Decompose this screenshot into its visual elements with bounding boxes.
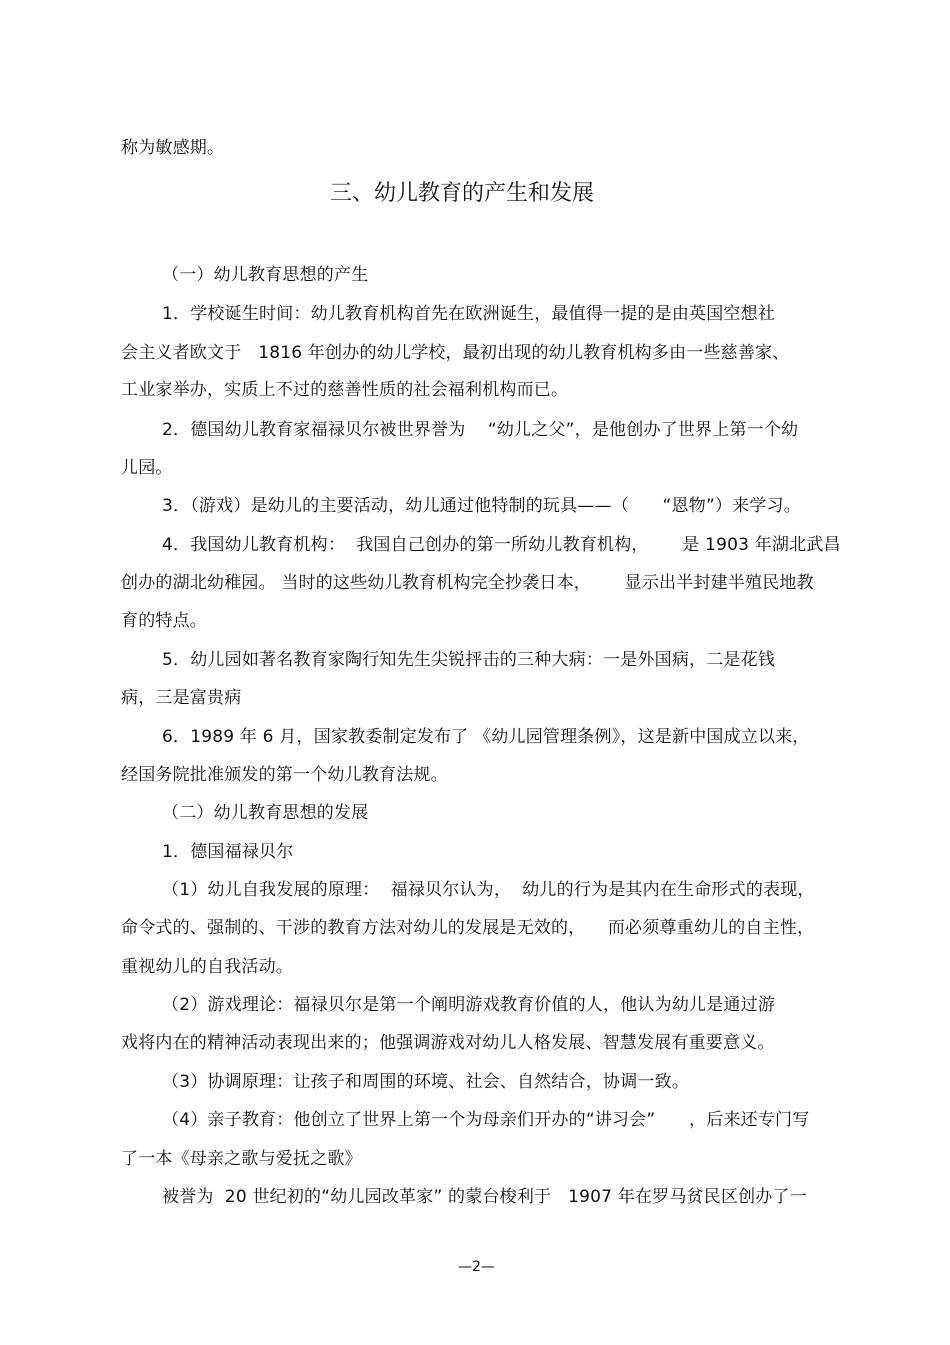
text-line: 儿园。 bbox=[121, 458, 173, 478]
text-line: （2）游戏理论：福禄贝尔是第一个阐明游戏教育价值的人，他认为幼儿是通过游 bbox=[162, 995, 776, 1015]
text-line: 病，三是富贵病 bbox=[121, 688, 242, 708]
subsection-heading: （一）幼儿教育思想的产生 bbox=[162, 265, 369, 285]
text-line: 6．1989 年 6 月，国家教委制定发布了 《幼儿园管理条例》，这是新中国成立以来， bbox=[162, 727, 810, 747]
text-line: 命令式的、强制的、干涉的教育方法对幼儿的发展是无效的， 而必须尊重幼儿的自主性， bbox=[121, 918, 815, 938]
text-line: 称为敏感期。 bbox=[121, 138, 225, 158]
text-line: 5．幼儿园如著名教育家陶行知先生尖锐抨击的三种大病：一是外国病，二是花钱 bbox=[162, 650, 776, 670]
text-line: 会主义者欧文于 1816 年创办的幼儿学校，最初出现的幼儿教育机构多由一些慈善家、 bbox=[121, 343, 790, 363]
text-line: （1）幼儿自我发展的原理： 福禄贝尔认为， 幼儿的行为是其内在生命形式的表现， bbox=[162, 880, 815, 900]
text-line: 了一本《母亲之歌与爱抚之歌》 bbox=[121, 1149, 362, 1169]
text-line: 3．（游戏）是幼儿的主要活动，幼儿通过他特制的玩具——（ “恩物”）来学习。 bbox=[162, 496, 801, 516]
text-line: （4）亲子教育：他创立了世界上第一个为母亲们开办的“讲习会” ，后来还专门写 bbox=[162, 1110, 810, 1130]
section-heading: 三、幼儿教育的产生和发展 bbox=[330, 181, 595, 206]
text-line: 戏将内在的精神活动表现出来的；他强调游戏对幼儿人格发展、智慧发展有重要意义。 bbox=[121, 1033, 775, 1053]
text-line: 4．我国幼儿教育机构： 我国自己创办的第一所幼儿教育机构， 是 1903 年湖北武昌 bbox=[162, 535, 841, 555]
text-line: 被誉为 20 世纪初的“幼儿园改革家” 的蒙台梭利于 1907 年在罗马贫民区创办了一 bbox=[162, 1187, 807, 1207]
subsection-heading: （二）幼儿教育思想的发展 bbox=[162, 803, 369, 823]
text-line: 经国务院批准颁发的第一个幼儿教育法规。 bbox=[121, 765, 448, 785]
text-line: 创办的湖北幼稚园。 当时的这些幼儿教育机构完全抄袭日本， 显示出半封建半殖民地教 bbox=[121, 573, 814, 593]
text-line: 1．学校诞生时间：幼儿教育机构首先在欧洲诞生，最值得一提的是由英国空想社 bbox=[162, 304, 776, 324]
text-line: 育的特点。 bbox=[121, 611, 207, 631]
page-number: —2— bbox=[458, 1259, 495, 1275]
text-line: 1．德国福禄贝尔 bbox=[162, 842, 294, 862]
text-line: 2．德国幼儿教育家福禄贝尔被世界誉为 “幼儿之父”，是他创办了世界上第一个幼 bbox=[162, 420, 799, 440]
text-line: （3）协调原理：让孩子和周围的环境、社会、自然结合，协调一致。 bbox=[162, 1072, 690, 1092]
text-line: 重视幼儿的自我活动。 bbox=[121, 957, 293, 977]
text-line: 工业家举办，实质上不过的慈善性质的社会福利机构而已。 bbox=[121, 380, 569, 400]
